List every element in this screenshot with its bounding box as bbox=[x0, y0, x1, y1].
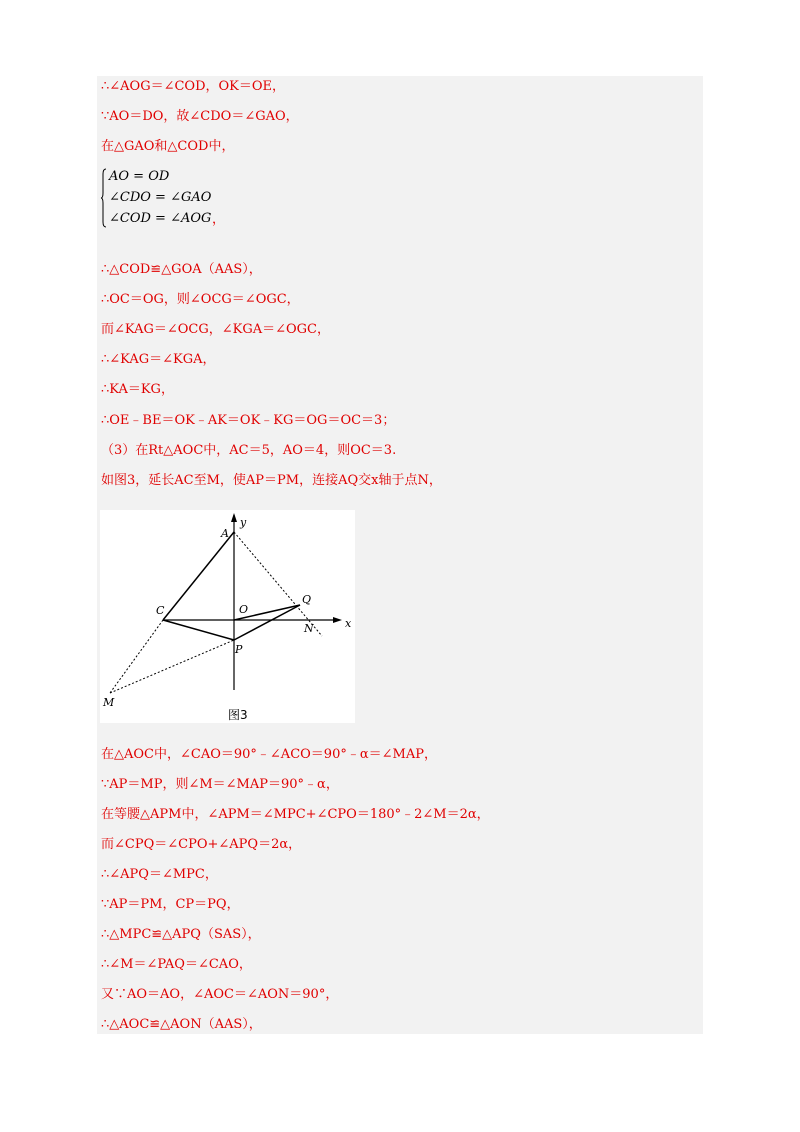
label-C: C bbox=[156, 604, 165, 617]
equation-system bbox=[101, 168, 231, 230]
figure-caption: 图3 bbox=[228, 708, 248, 722]
text-line: ∵AO＝DO，故∠CDO＝∠GAO， bbox=[101, 109, 299, 124]
label-M: M bbox=[103, 696, 115, 709]
text-line: 而∠KAG＝∠OCG，∠KGA＝∠OGC， bbox=[101, 322, 330, 337]
text-line: 在△GAO和△COD中， bbox=[101, 139, 235, 154]
text-line: ∴△MPC≌△APQ（SAS）， bbox=[101, 927, 261, 942]
equation-row: ∠COD = ∠AOG bbox=[109, 211, 212, 226]
label-x: x bbox=[345, 617, 352, 630]
text-line: （3）在Rt△AOC中，AC＝5，AO＝4，则OC＝3. bbox=[101, 443, 397, 458]
trailing-comma: ， bbox=[212, 212, 226, 227]
text-line: ∴OC＝OG，则∠OCG＝∠OGC， bbox=[101, 292, 300, 307]
text-line: ∵AP＝MP，则∠M＝∠MAP＝90°﹣α， bbox=[101, 777, 339, 792]
text-line: 又∵AO＝AO，∠AOC＝∠AON＝90°， bbox=[101, 987, 339, 1002]
text-line: ∴∠APQ＝∠MPC， bbox=[101, 867, 218, 882]
segment-AC bbox=[163, 532, 234, 620]
text-line: ∴OE﹣BE＝OK﹣AK＝OK﹣KG＝OG＝OC＝3； bbox=[101, 413, 396, 428]
geometry-figure bbox=[100, 510, 355, 723]
equation-row: ∠CDO = ∠GAO bbox=[109, 190, 212, 205]
segment-MP-dotted bbox=[110, 640, 234, 693]
segment-CP bbox=[163, 620, 234, 640]
y-axis-arrow-icon bbox=[231, 513, 237, 522]
brace-icon bbox=[101, 168, 107, 228]
label-Q: Q bbox=[302, 593, 312, 606]
label-O: O bbox=[239, 603, 249, 616]
text-line: ∴∠AOG＝∠COD，OK＝OE， bbox=[101, 79, 286, 94]
label-A: A bbox=[221, 527, 229, 540]
text-line: ∴△AOC≌△AON（AAS）， bbox=[101, 1017, 262, 1032]
text-line: 在等腰△APM中，∠APM＝∠MPC+∠CPO＝180°﹣2∠M＝2α， bbox=[101, 807, 490, 822]
text-line: ∵AP＝PM，CP＝PQ， bbox=[101, 897, 240, 912]
text-line: ∴∠M＝∠PAQ＝∠CAO， bbox=[101, 957, 252, 972]
text-line: 在△AOC中，∠CAO＝90°﹣∠ACO＝90°﹣α＝∠MAP， bbox=[101, 747, 437, 762]
text-line: 而∠CPQ＝∠CPO+∠APQ＝2α， bbox=[101, 837, 302, 852]
text-line: ∴△COD≌△GOA（AAS）， bbox=[101, 262, 262, 277]
label-N: N bbox=[304, 622, 314, 635]
x-axis-arrow-icon bbox=[333, 617, 342, 623]
text-line: ∴∠KAG＝∠KGA， bbox=[101, 352, 216, 367]
text-line: 如图3，延长AC至M，使AP＝PM，连接AQ交x轴于点N， bbox=[101, 473, 442, 488]
equation-row: AO = OD bbox=[109, 169, 170, 184]
text-line: ∴KA＝KG， bbox=[101, 382, 174, 397]
label-y: y bbox=[240, 516, 247, 529]
geometry-diagram bbox=[100, 510, 355, 723]
label-P: P bbox=[235, 643, 243, 656]
